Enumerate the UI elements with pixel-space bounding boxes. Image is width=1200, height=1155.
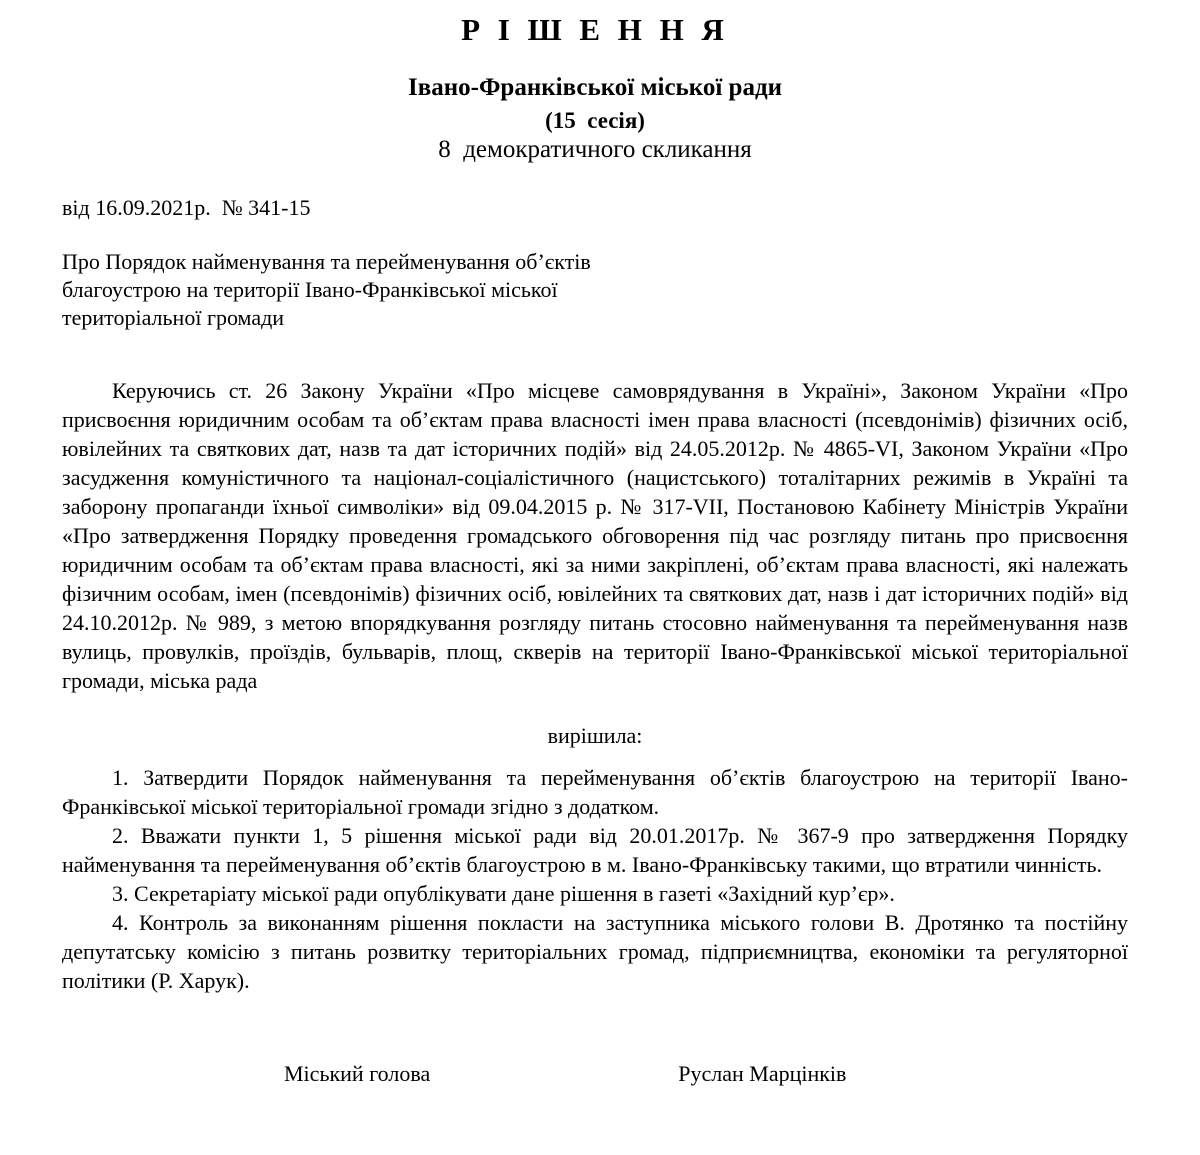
resolution-item-1: 1. Затвердити Порядок найменування та перейменування об’єктів благоустрою на території Івано-Франківської міської територіальної громади згідно з додатком.: [62, 765, 1128, 819]
resolution-item-2: 2. Вважати пункти 1, 5 рішення міської ради від 20.01.2017р. № 367-9 про затвердження Порядку найменування та перейменування об’єктів благоустрою в м. Івано-Франківську такими, що втратили чинність.: [62, 823, 1128, 877]
convocation-line: 8 демократичного скликання: [438, 136, 752, 163]
signature-block: [62, 1059, 1128, 1088]
signature-position: Міський голова: [284, 1061, 431, 1086]
date-number-line: від 16.09.2021р. № 341-15: [62, 195, 311, 220]
resolution-items: [62, 763, 1128, 995]
preamble-paragraph: Керуючись ст. 26 Закону України «Про місцеве самоврядування в Україні», Законом України «Про присвоєння юридичним особам та об’єктам права власності імен права власності (псевдонімів) фізичних осіб, ювілейних та святкових дат, назв та дат історичних подій» від 24.05.2012р. № 4865-VI, Законом України «Про засудження комуністичного та націонал-соціалістичного (нацистського) тоталітарних режимів в Україні та заборону пропаганди їхньої символіки» від 09.04.2015 р. № 317-VII, Постановою Кабінету Міністрів України «Про затвердження Порядку проведення громадського обговорення під час розгляду питань про присвоєння юридичним особам та об’єктам права власності, які за ними закріплені, об’єктам права власності, які належать фізичним особам, імен (псевдонімів) фізичних осіб, ювілейних та святкових дат, назв і дат історичних подій» від 24.10.2012р. № 989, з метою впорядкування розгляду питань стосовно найменування та перейменування назв вулиць, провулків, проїздів, бульварів, площ, скверів на території Івано-Франківської міської територіальної громади, міська рада: [62, 378, 1128, 693]
subject-line-2: благоустрою на території Івано-Франківської міської: [62, 277, 558, 302]
document-title: Р І Ш Е Н Н Я: [461, 12, 729, 47]
resolution-item-3: 3. Секретаріату міської ради опублікувати дане рішення в газеті «Західний кур’єр».: [112, 881, 895, 906]
session-line: (15 сесія): [545, 108, 645, 133]
council-name: Івано-Франківської міської ради: [408, 74, 782, 101]
resolution-word: вирішила:: [547, 723, 643, 748]
subject-block: [62, 248, 1128, 332]
resolution-item-4: 4. Контроль за виконанням рішення покласти на заступника міського голови В. Дротянко та постійну депутатську комісію з питань розвитку територіальних громад, підприємництва, економіки та регуляторної політики (Р. Харук).: [62, 910, 1128, 993]
subject-line-3: територіальної громади: [62, 305, 285, 330]
signature-name: Руслан Марцінків: [678, 1061, 847, 1086]
subject-line-1: Про Порядок найменування та перейменування об’єктів: [62, 249, 591, 274]
